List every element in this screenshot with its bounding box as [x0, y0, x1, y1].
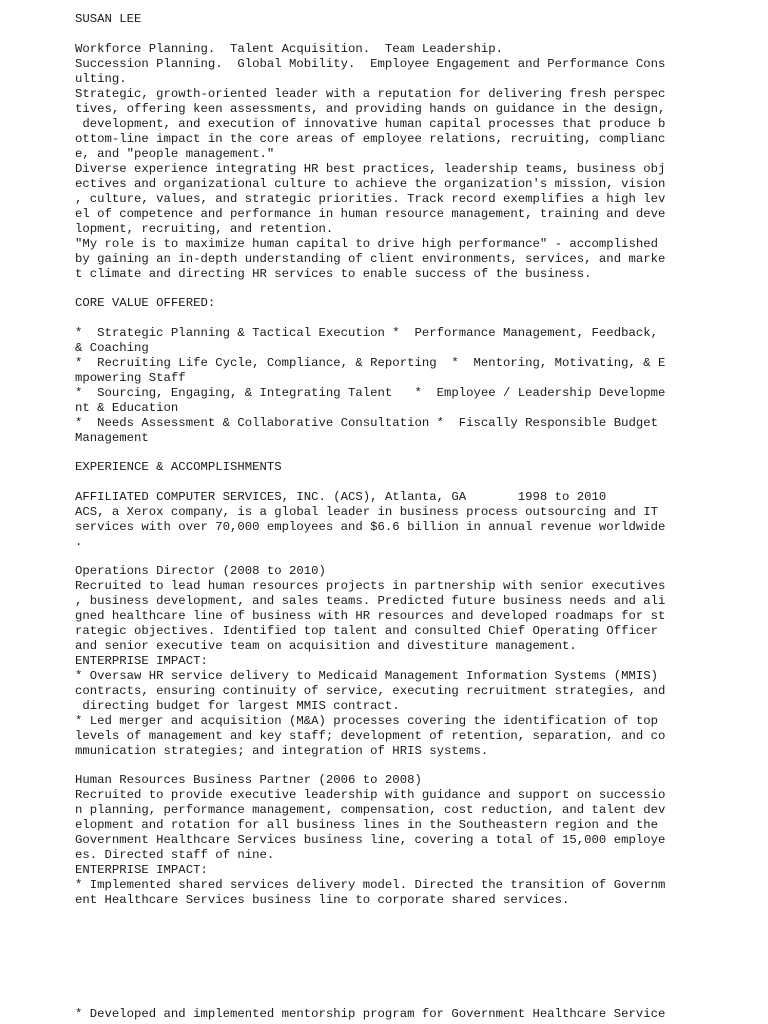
job-description-line: Recruited to provide executive leadership with guidance and support on successio — [75, 788, 666, 802]
employer-description-line: ACS, a Xerox company, is a global leader in business process outsourcing and IT — [75, 505, 658, 519]
summary-text-line: lopment, recruiting, and retention. — [75, 222, 334, 236]
impact-bullet-line: ent Healthcare Services business line to corporate shared services. — [75, 893, 570, 907]
summary-headline-line: ulting. — [75, 72, 127, 86]
job-description-line: , business development, and sales teams. Predicted future business needs and ali — [75, 594, 666, 608]
impact-bullet-line: contracts, ensuring continuity of service, executing recruitment strategies, and — [75, 684, 666, 698]
summary-text-line: t climate and directing HR services to enable success of the business. — [75, 267, 592, 281]
job-description-line: and senior executive team on acquisition and divestiture management. — [75, 639, 577, 653]
core-value-line: * Strategic Planning & Tactical Execution * Performance Management, Feedback, — [75, 326, 658, 340]
job-description-line: Recruited to lead human resources projects in partnership with senior executives — [75, 579, 666, 593]
summary-text-line: by gaining an in-depth understanding of client environments, services, and marke — [75, 252, 666, 266]
summary-headline-line: Succession Planning. Global Mobility. Employee Engagement and Performance Cons — [75, 57, 666, 71]
summary-text-line: ottom-line impact in the core areas of employee relations, recruiting, complianc — [75, 132, 666, 146]
summary-text-line: el of competence and performance in human resource management, training and deve — [75, 207, 666, 221]
job-description-line: elopment and rotation for all business lines in the Southeastern region and the — [75, 818, 658, 832]
summary-text-line: development, and execution of innovative human capital processes that produce b — [75, 117, 666, 131]
employer-description-line: services with over 70,000 employees and $6.6 billion in annual revenue worldwide — [75, 520, 666, 534]
impact-bullet-line: levels of management and key staff; development of retention, separation, and co — [75, 729, 666, 743]
summary-text-line: Diverse experience integrating HR best practices, leadership teams, business obj — [75, 162, 666, 176]
summary-text-line: ectives and organizational culture to achieve the organization's mission, vision — [75, 177, 666, 191]
core-value-line: nt & Education — [75, 401, 179, 415]
job-description-line: Government Healthcare Services business line, covering a total of 15,000 employe — [75, 833, 666, 847]
summary-headline-line: Workforce Planning. Talent Acquisition. Team Leadership. — [75, 42, 504, 56]
job-description-line: gned healthcare line of business with HR resources and developed roadmaps for st — [75, 609, 666, 623]
job-description-line: n planning, performance management, compensation, cost reduction, and talent dev — [75, 803, 666, 817]
enterprise-impact-heading: ENTERPRISE IMPACT: — [75, 863, 208, 877]
section-heading-core-value: CORE VALUE OFFERED: — [75, 296, 216, 310]
employer-description-line: . — [75, 535, 83, 549]
job-description-line: rategic objectives. Identified top talent and consulted Chief Operating Officer — [75, 624, 658, 638]
employer-heading: AFFILIATED COMPUTER SERVICES, INC. (ACS), Atlanta, GA 1998 to 2010 — [75, 490, 607, 504]
impact-bullet-line: directing budget for largest MMIS contract. — [75, 699, 400, 713]
impact-bullet-line: mmunication strategies; and integration of HRIS systems. — [75, 744, 489, 758]
impact-bullet-line: * Oversaw HR service delivery to Medicaid Management Information Systems (MMIS) — [75, 669, 658, 683]
summary-text-line: e, and "people management." — [75, 147, 275, 161]
job-title: Operations Director (2008 to 2010) — [75, 564, 326, 578]
summary-text-line: tives, offering keen assessments, and providing hands on guidance in the design, — [75, 102, 666, 116]
core-value-line: * Recruiting Life Cycle, Compliance, & Reporting * Mentoring, Motivating, & E — [75, 356, 666, 370]
core-value-line: * Sourcing, Engaging, & Integrating Talent * Employee / Leadership Developme — [75, 386, 666, 400]
impact-bullet-line: * Developed and implemented mentorship program for Government Healthcare Service — [75, 1007, 666, 1021]
job-title: Human Resources Business Partner (2006 to 2008) — [75, 773, 422, 787]
job-description-line: es. Directed staff of nine. — [75, 848, 275, 862]
impact-bullet-line: * Implemented shared services delivery model. Directed the transition of Governm — [75, 878, 666, 892]
section-heading-experience: EXPERIENCE & ACCOMPLISHMENTS — [75, 460, 282, 474]
core-value-line: mpowering Staff — [75, 371, 186, 385]
enterprise-impact-heading: ENTERPRISE IMPACT: — [75, 654, 208, 668]
summary-text-line: , culture, values, and strategic priorities. Track record exemplifies a high lev — [75, 192, 666, 206]
core-value-line: * Needs Assessment & Collaborative Consultation * Fiscally Responsible Budget — [75, 416, 658, 430]
summary-text-line: "My role is to maximize human capital to drive high performance" - accomplished — [75, 237, 658, 251]
core-value-line: Management — [75, 431, 149, 445]
impact-bullet-line: * Led merger and acquisition (M&A) processes covering the identification of top — [75, 714, 658, 728]
core-value-line: & Coaching — [75, 341, 149, 355]
resume-name: SUSAN LEE — [75, 12, 142, 26]
summary-text-line: Strategic, growth-oriented leader with a reputation for delivering fresh perspec — [75, 87, 666, 101]
